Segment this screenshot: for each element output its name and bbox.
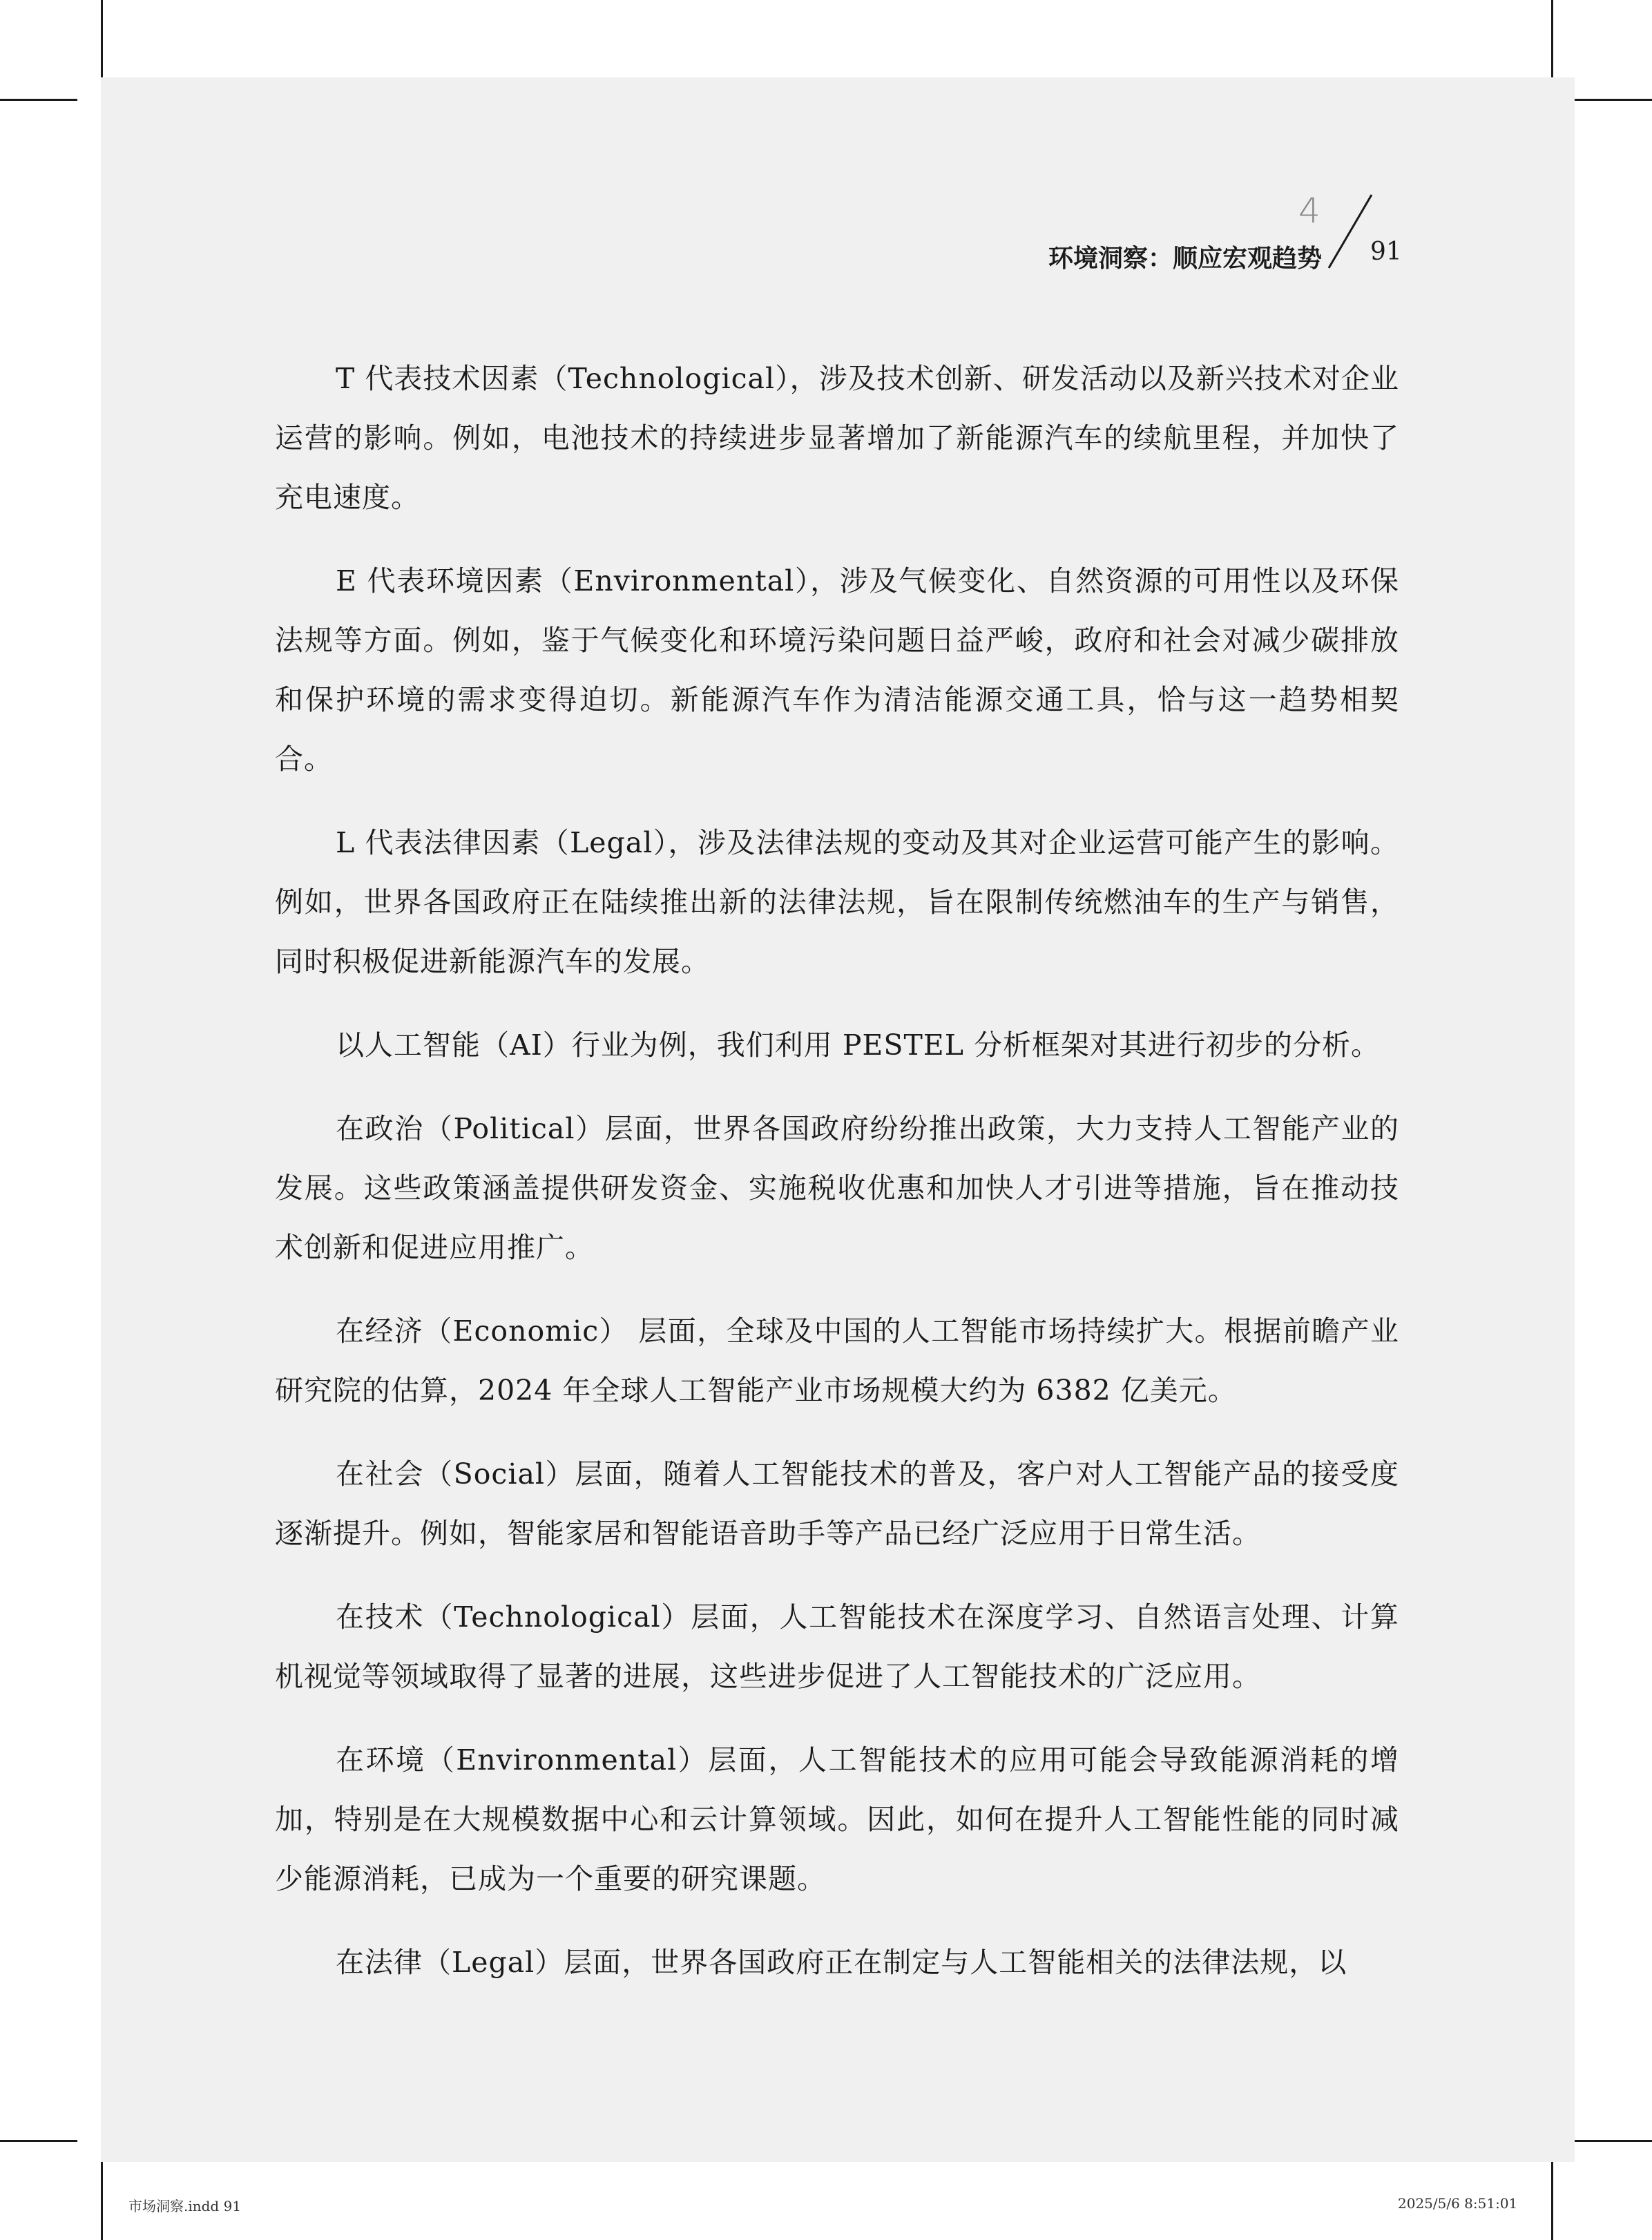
paragraph: 以人工智能（AI）行业为例，我们利用 PESTEL 分析框架对其进行初步的分析。 bbox=[336, 1028, 1380, 1062]
body-text bbox=[275, 349, 1399, 2016]
paragraph: E 代表环境因素（Environmental），涉及气候变化、自然资源的可用性以及环保法规等方面。例如，鉴于气候变化和环境污染问题日益严峻，政府和社会对减少碳排放和保护环境的需求变得迫切。新能源汽车作为清洁能源交通工具，恰与这一趋势相契合。 bbox=[275, 564, 1399, 776]
crop-mark bbox=[1551, 0, 1553, 77]
crop-mark bbox=[1575, 2140, 1652, 2142]
paragraph: T 代表技术因素（Technological），涉及技术创新、研发活动以及新兴技术对企业运营的影响。例如，电池技术的持续进步显著增加了新能源汽车的续航里程，并加快了充电速度。 bbox=[275, 362, 1399, 514]
chapter-title: 环境洞察：顺应宏观趋势 bbox=[1048, 245, 1323, 273]
crop-mark bbox=[0, 2140, 77, 2142]
paragraph: 在技术（Technological）层面，人工智能技术在深度学习、自然语言处理、计算机视觉等领域取得了显著的进展，这些进步促进了人工智能技术的广泛应用。 bbox=[275, 1600, 1399, 1693]
print-slug-filename: 市场洞察.indd 91 bbox=[128, 2198, 242, 2214]
crop-mark bbox=[1575, 99, 1652, 101]
header-divider-slash bbox=[1326, 193, 1374, 269]
print-slug-timestamp: 2025/5/6 8:51:01 bbox=[1398, 2195, 1518, 2212]
paragraph: 在环境（Environmental）层面，人工智能技术的应用可能会导致能源消耗的增加，特别是在大规模数据中心和云计算领域。因此，如何在提升人工智能性能的同时减少能源消耗，已成为一个重要的研究课题。 bbox=[275, 1743, 1399, 1895]
crop-mark bbox=[101, 0, 103, 77]
crop-mark bbox=[101, 2162, 103, 2240]
paragraph: 在政治（Political）层面，世界各国政府纷纷推出政策，大力支持人工智能产业的发展。这些政策涵盖提供研发资金、实施税收优惠和加快人才引进等措施，旨在推动技术创新和促进应用推广。 bbox=[275, 1112, 1399, 1264]
paragraph: 在经济（Economic） 层面，全球及中国的人工智能市场持续扩大。根据前瞻产业研究院的估算，2024 年全球人工智能产业市场规模大约为 6382 亿美元。 bbox=[275, 1314, 1399, 1407]
crop-mark bbox=[0, 99, 77, 101]
page-number: 91 bbox=[1370, 238, 1402, 266]
chapter-number: 4 bbox=[1298, 191, 1320, 231]
crop-mark bbox=[1551, 2162, 1553, 2240]
paragraph: 在社会（Social）层面，随着人工智能技术的普及，客户对人工智能产品的接受度逐渐提升。例如，智能家居和智能语音助手等产品已经广泛应用于日常生活。 bbox=[275, 1457, 1399, 1550]
paragraph: 在法律（Legal）层面，世界各国政府正在制定与人工智能相关的法律法规，以 bbox=[336, 1946, 1347, 1979]
paragraph: L 代表法律因素（Legal），涉及法律法规的变动及其对企业运营可能产生的影响。例如，世界各国政府正在陆续推出新的法律法规，旨在限制传统燃油车的生产与销售，同时积极促进新能源汽车的发展。 bbox=[275, 826, 1399, 978]
